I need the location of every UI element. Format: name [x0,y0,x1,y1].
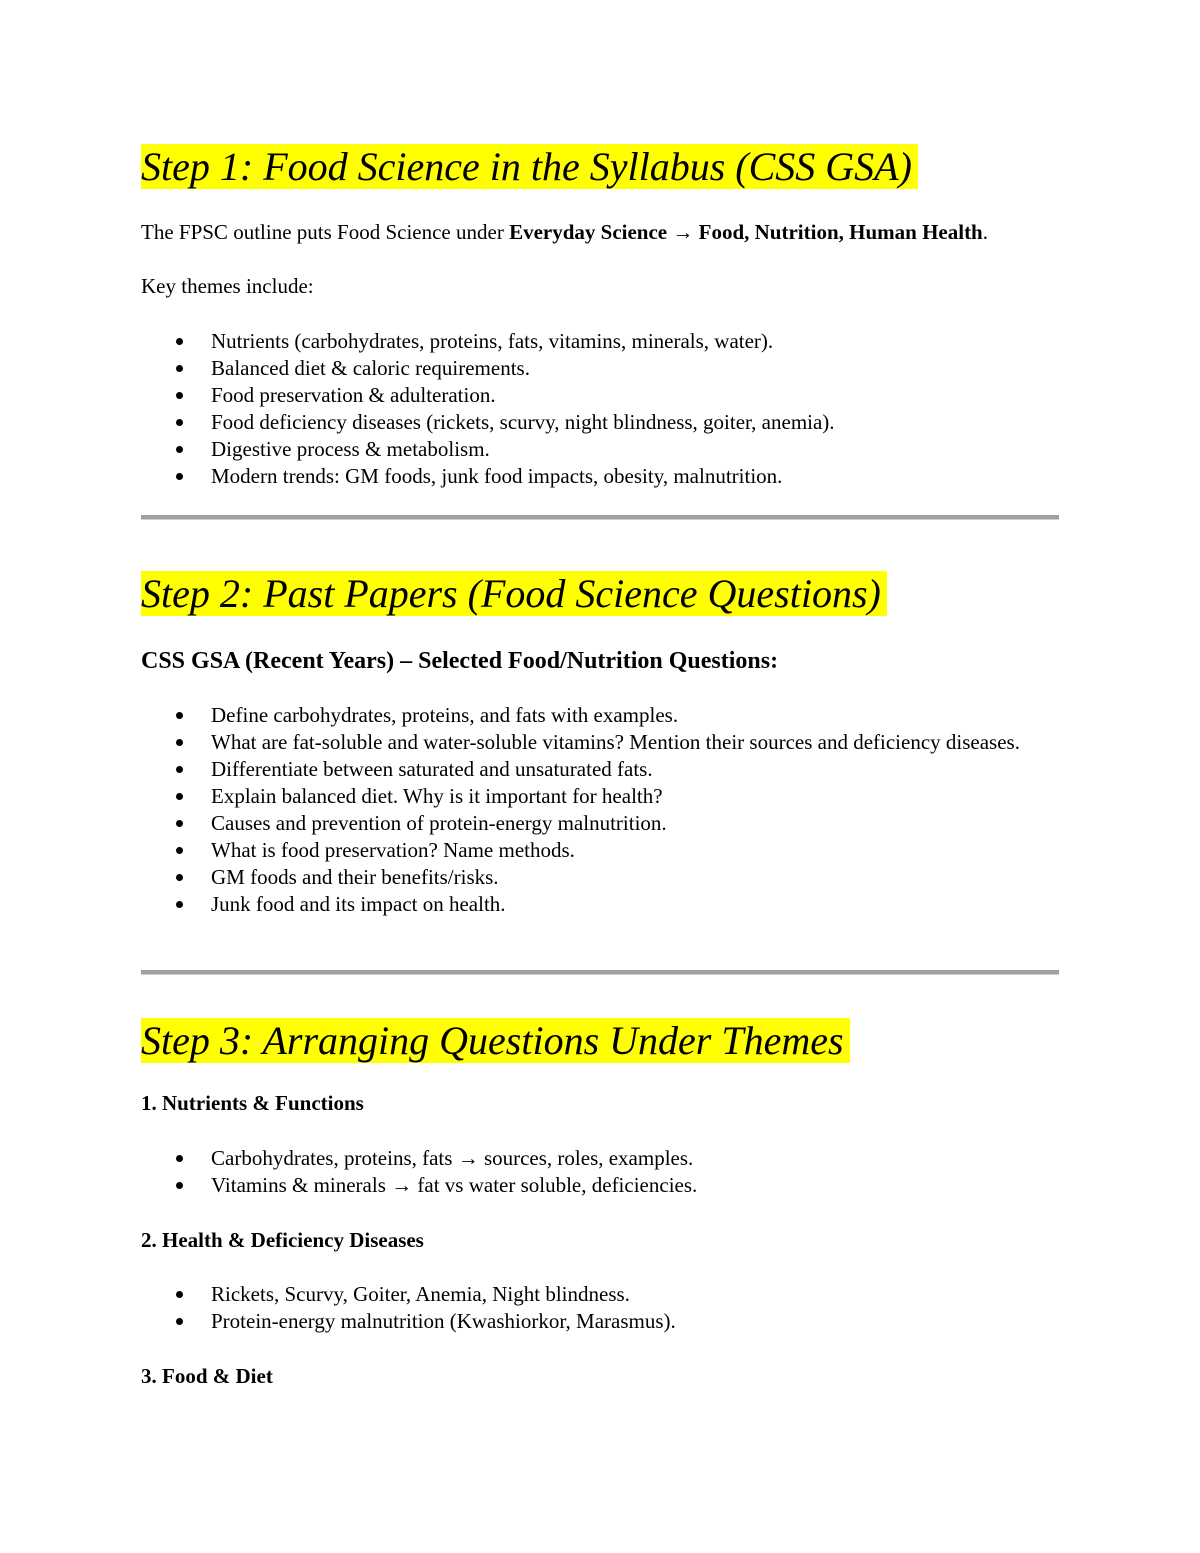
bullet-icon [176,1291,183,1298]
section-divider [141,515,1059,520]
bullet-icon [176,766,183,773]
bullet-icon [176,392,183,399]
bullet-icon [176,901,183,908]
list-item: Junk food and its impact on health. [141,891,1041,918]
list-item: Define carbohydrates, proteins, and fats with examples. [141,702,1041,729]
step3-heading-text: Step 3: Arranging Questions Under Themes [141,1018,850,1063]
list-item: Vitamins & minerals → fat vs water soluble, deficiencies. [141,1172,1041,1199]
bullet-icon [176,847,183,854]
theme-list [141,1145,1041,1199]
step1-intro [141,219,1041,246]
bullet-icon [176,338,183,345]
bullet-icon [176,820,183,827]
list-item: Modern trends: GM foods, junk food impacts, obesity, malnutrition. [141,463,1041,490]
list-item: What are fat-soluble and water-soluble vitamins? Mention their sources and deficiency diseases. [141,729,1041,756]
bullet-icon [176,446,183,453]
bullet-icon [176,1182,183,1189]
list-item: Food preservation & adulteration. [141,382,1041,409]
list-item: Causes and prevention of protein-energy malnutrition. [141,810,1041,837]
bullet-icon [176,712,183,719]
bullet-icon [176,1318,183,1325]
section-divider [141,970,1059,975]
list-item: GM foods and their benefits/risks. [141,864,1041,891]
theme-title: 3. Food & Diet [141,1364,273,1388]
step2-heading-text: Step 2: Past Papers (Food Science Questions) [141,571,887,616]
list-item: Protein-energy malnutrition (Kwashiorkor, Marasmus). [141,1308,1041,1335]
step1-intro-prefix: The FPSC outline puts Food Science under [141,220,510,244]
step1-intro-suffix: . [982,220,988,244]
step1-intro-bold: Everyday Science → Food, Nutrition, Human Health [509,220,983,244]
bullet-icon [176,473,183,480]
bullet-icon [176,365,183,372]
theme-title: 1. Nutrients & Functions [141,1091,364,1115]
bullet-icon [176,739,183,746]
step1-heading-text: Step 1: Food Science in the Syllabus (CSS GSA) [141,144,918,189]
list-item: Nutrients (carbohydrates, proteins, fats, vitamins, minerals, water). [141,328,1041,355]
bullet-icon [176,793,183,800]
list-item: Digestive process & metabolism. [141,436,1041,463]
step2-subheading: CSS GSA (Recent Years) – Selected Food/Nutrition Questions: [141,648,779,674]
list-item: Differentiate between saturated and unsaturated fats. [141,756,1041,783]
step2-list [141,702,1041,918]
list-item: Food deficiency diseases (rickets, scurvy, night blindness, goiter, anemia). [141,409,1041,436]
step1-heading [141,141,918,193]
step1-key-themes-label: Key themes include: [141,274,314,298]
list-item: What is food preservation? Name methods. [141,837,1041,864]
bullet-icon [176,874,183,881]
theme-list [141,1281,1041,1335]
list-item: Carbohydrates, proteins, fats → sources, roles, examples. [141,1145,1041,1172]
bullet-icon [176,1155,183,1162]
list-item: Balanced diet & caloric requirements. [141,355,1041,382]
step1-list [141,328,1041,490]
bullet-icon [176,419,183,426]
list-item: Explain balanced diet. Why is it important for health? [141,783,1041,810]
step3-heading [141,1015,850,1067]
step2-heading [141,568,887,620]
theme-title: 2. Health & Deficiency Diseases [141,1228,424,1252]
list-item: Rickets, Scurvy, Goiter, Anemia, Night blindness. [141,1281,1041,1308]
